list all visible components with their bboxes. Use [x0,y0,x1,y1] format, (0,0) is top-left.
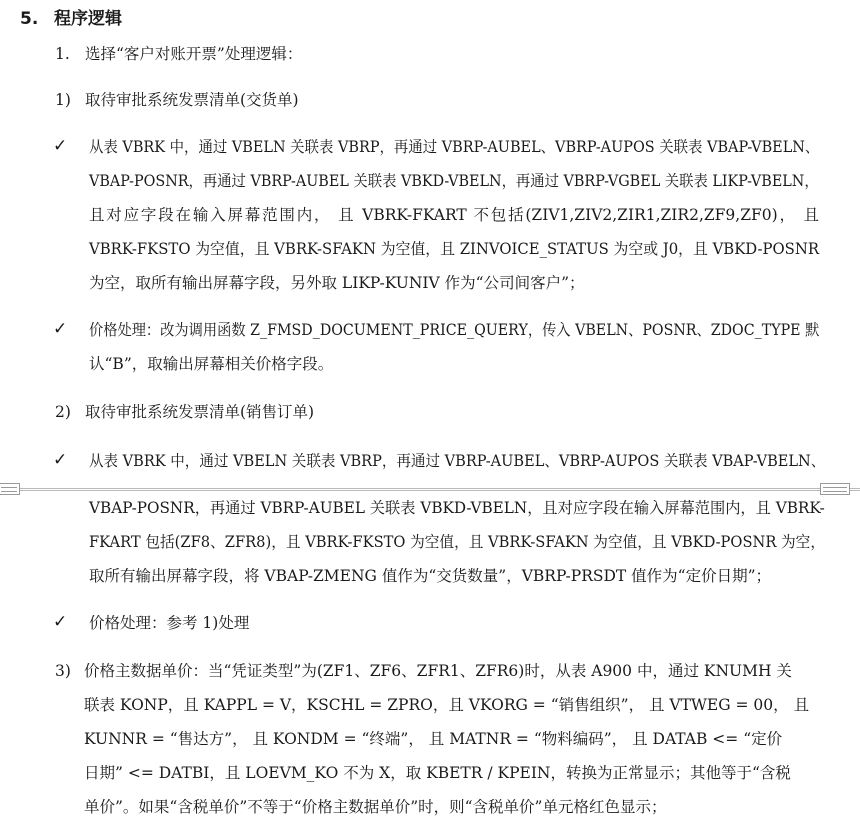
paragraph-line: VBAP-POSNR，再通过 VBRP-AUBEL 关联表 VBKD-VBELN，再通过 VBRP-VGBEL 关联表 LIKP-VBELN， [89,172,819,190]
paragraph-line: 价格主数据单价：当“凭证类型”为(ZF1、ZF6、ZFR1、ZFR6)时，从表 A900 中，通过 KNUMH 关 [84,662,792,680]
section-title: 程序逻辑 [54,9,122,29]
paragraph-line: FKART 包括(ZF8、ZFR8)，且 VBRK-FKSTO 为空值，且 VBRK-SFAKN 为空值，且 VBKD-POSNR 为空， [89,533,826,551]
paragraph-line: 联表 KONP，且 KAPPL = V，KSCHL = ZPRO，且 VKORG = “销售组织”， 且 VTWEG = 00， 且 [84,696,810,714]
page-break-line [0,488,860,491]
paragraph-line: 日期” <= DATBI，且 LOEVM_KO 不为 X，取 KBETR / KPEIN，转换为正常显示；其他等于“含税 [84,764,791,782]
sub-item-2-title: 取待审批系统发票清单(销售订单) [85,403,315,421]
paragraph-line: 从表 VBRK 中，通过 VBELN 关联表 VBRP，再通过 VBRP-AUBEL、VBRP-AUPOS 关联表 VBAP-VBELN、 [89,452,826,470]
paragraph-line: 价格处理：参考 1)处理 [89,614,250,632]
item-1-number: 1. [55,45,70,63]
paragraph-line: KUNNR = “售达方”， 且 KONDM = “终端”， 且 MATNR = “物料编码”， 且 DATAB <= “定价 [84,730,783,748]
paragraph-line: 价格处理：改为调用函数 Z_FMSD_DOCUMENT_PRICE_QUERY，传入 VBELN、POSNR、ZDOC_TYPE 默 [89,321,820,339]
paragraph-line: 从表 VBRK 中，通过 VBELN 关联表 VBRP，再通过 VBRP-AUBEL、VBRP-AUPOS 关联表 VBAP-VBELN、 [89,138,820,156]
paragraph-line: VBAP-POSNR，再通过 VBRP-AUBEL 关联表 VBKD-VBELN，且对应字段在输入屏幕范围内，且 VBRK- [89,499,825,517]
paragraph-line: 取所有输出屏幕字段，将 VBAP-ZMENG 值作为“交货数量”，VBRP-PRSDT 值作为“定价日期”； [89,567,772,585]
item-1 [55,44,302,64]
paragraph-line-wrap [89,205,819,225]
page-break-left-handle[interactable] [0,483,20,495]
section-number: 5. [20,9,39,29]
sub-item-2 [55,402,314,422]
sub-item-1-title: 取待审批系统发票清单(交货单) [85,91,299,109]
item-1-text: 选择“客户对账开票”处理逻辑： [85,45,303,63]
paragraph-line: 且对应字段在输入屏幕范围内， 且 VBRK-FKART 不包括(ZIV1,ZIV2,ZIR1,ZIR2,ZF9,ZF0)， 且 [89,206,819,224]
paragraph-line: 认“B”，取输出屏幕相关价格字段。 [89,355,334,373]
paragraph-line: 为空，取所有输出屏幕字段，另外取 LIKP-KUNIV 作为“公司间客户”； [89,274,585,292]
sub-item-3-label: 3) [55,662,71,680]
section-heading [20,4,122,29]
sub-item-2-label: 2) [55,403,71,421]
page-break-right-handle[interactable] [820,483,850,495]
sub-item-1-label: 1) [55,91,71,109]
checkmark-icon: ✓ [53,612,68,632]
paragraph-line: VBRK-FKSTO 为空值，且 VBRK-SFAKN 为空值，且 ZINVOICE_STATUS 为空或 J0，且 VBKD-POSNR [89,240,820,258]
checkmark-icon: ✓ [53,450,68,470]
paragraph-line: 单价”。如果“含税单价”不等于“价格主数据单价”时，则“含税单价”单元格红色显示； [84,798,667,816]
sub-item-1 [55,90,299,110]
checkmark-icon: ✓ [53,136,68,156]
checkmark-icon: ✓ [53,319,68,339]
